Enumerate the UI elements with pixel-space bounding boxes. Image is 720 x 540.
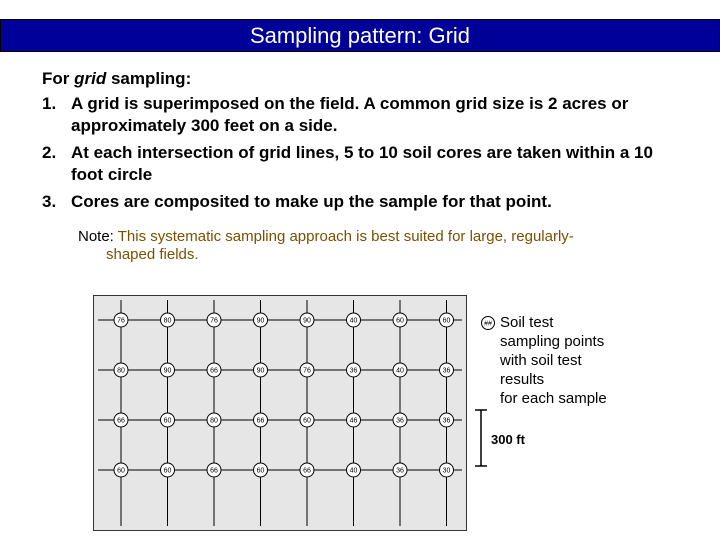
step-text: At each intersection of grid lines, 5 to 10 soil cores are taken within a 10 foot circle — [71, 143, 653, 184]
sample-point — [393, 413, 407, 427]
dimension-label: 300 ft — [491, 432, 525, 447]
step-number: 1. — [42, 94, 57, 113]
sample-point-value: 80 — [210, 417, 218, 425]
sample-point — [440, 363, 454, 377]
sample-point-value: 30 — [442, 467, 451, 475]
sample-point — [161, 363, 175, 377]
sample-point-value: 36 — [442, 417, 451, 425]
note-line-1: This systematic sampling approach is best suited for large, regularly- — [117, 228, 574, 245]
sample-point-value: 80 — [117, 367, 125, 375]
sample-point-icon — [480, 315, 498, 331]
sample-point-value: 60 — [163, 467, 172, 475]
sample-point — [207, 463, 221, 477]
sample-point — [440, 463, 454, 477]
sample-point-value: 66 — [256, 417, 265, 425]
sample-point-value: 40 — [396, 367, 404, 375]
legend-line: with soil test — [500, 352, 582, 369]
sample-point — [254, 313, 268, 327]
sample-point-value: 40 — [349, 467, 358, 475]
sample-point — [347, 463, 361, 477]
legend — [500, 313, 640, 408]
sample-point-value: 66 — [303, 467, 311, 475]
sample-point — [207, 413, 221, 427]
legend-line: sampling points — [500, 333, 605, 350]
sample-point-value: 76 — [303, 367, 311, 375]
dimension-marker — [471, 408, 491, 528]
sample-point-value: 60 — [256, 467, 265, 475]
sample-point-value: 60 — [117, 467, 125, 475]
sample-point — [300, 413, 314, 427]
note-label: Note: — [78, 228, 118, 245]
sample-point-value: 60 — [163, 417, 172, 425]
sample-point-value: 40 — [349, 317, 358, 325]
step-number: 3. — [42, 192, 57, 211]
step-item — [42, 93, 682, 137]
note — [78, 228, 678, 264]
sample-point — [300, 313, 314, 327]
sample-point — [254, 463, 268, 477]
sample-point — [114, 413, 128, 427]
sample-point — [300, 363, 314, 377]
sample-point — [393, 313, 407, 327]
step-text: A grid is superimposed on the field. A common grid size is 2 acres or approximately 300 feet on a side. — [71, 94, 629, 135]
sample-point — [114, 313, 128, 327]
sample-point-value: 66 — [117, 417, 125, 425]
intro-text — [42, 69, 191, 89]
sample-point-value: 36 — [349, 367, 358, 375]
sample-point — [347, 413, 361, 427]
sample-point — [300, 463, 314, 477]
intro-suffix: sampling: — [106, 69, 192, 88]
sample-point-icon-label: ## — [484, 320, 492, 328]
sample-point-value: 36 — [396, 417, 404, 425]
step-item — [42, 191, 682, 213]
sample-point — [161, 463, 175, 477]
sample-point — [440, 413, 454, 427]
sample-point — [114, 363, 128, 377]
sample-point — [254, 413, 268, 427]
sample-point — [393, 463, 407, 477]
step-text: Cores are composited to make up the sample for that point. — [71, 192, 552, 211]
legend-line: results — [500, 371, 545, 388]
sample-point-value: 66 — [210, 367, 218, 375]
sample-point — [114, 463, 128, 477]
sample-point-value: 90 — [256, 317, 265, 325]
steps-list — [42, 93, 682, 218]
legend-line: Soil test — [500, 314, 554, 331]
sample-point-value: 60 — [303, 417, 311, 425]
sample-point-value: 90 — [163, 367, 172, 375]
step-number: 2. — [42, 143, 57, 162]
sample-point-value: 76 — [210, 317, 218, 325]
sample-point — [347, 313, 361, 327]
intro-emphasis: grid — [74, 69, 107, 88]
sample-point — [347, 363, 361, 377]
sample-point-value: 60 — [442, 317, 451, 325]
sample-point-value: 36 — [442, 367, 451, 375]
legend-line: for each sample — [500, 390, 607, 407]
sample-point — [207, 363, 221, 377]
field-grid — [93, 295, 467, 531]
sample-point — [207, 313, 221, 327]
sample-point-value: 60 — [396, 317, 404, 325]
sample-point-value: 66 — [210, 467, 218, 475]
note-line-2: shaped fields. — [106, 246, 199, 263]
sample-point-value: 46 — [349, 417, 358, 425]
grid-diagram — [94, 296, 466, 530]
sample-point-value: 76 — [117, 317, 125, 325]
slide-title: Sampling pattern: Grid — [0, 19, 720, 52]
sample-point — [161, 413, 175, 427]
sample-point-value: 36 — [396, 467, 404, 475]
sample-point — [254, 363, 268, 377]
step-item — [42, 142, 682, 186]
sample-point-value: 90 — [303, 317, 311, 325]
sample-point — [161, 313, 175, 327]
sample-point-value: 90 — [256, 367, 265, 375]
sample-point-value: 80 — [163, 317, 172, 325]
sample-point — [440, 313, 454, 327]
intro-prefix: For — [42, 69, 75, 88]
sample-point — [393, 363, 407, 377]
grid-lines — [98, 300, 462, 526]
